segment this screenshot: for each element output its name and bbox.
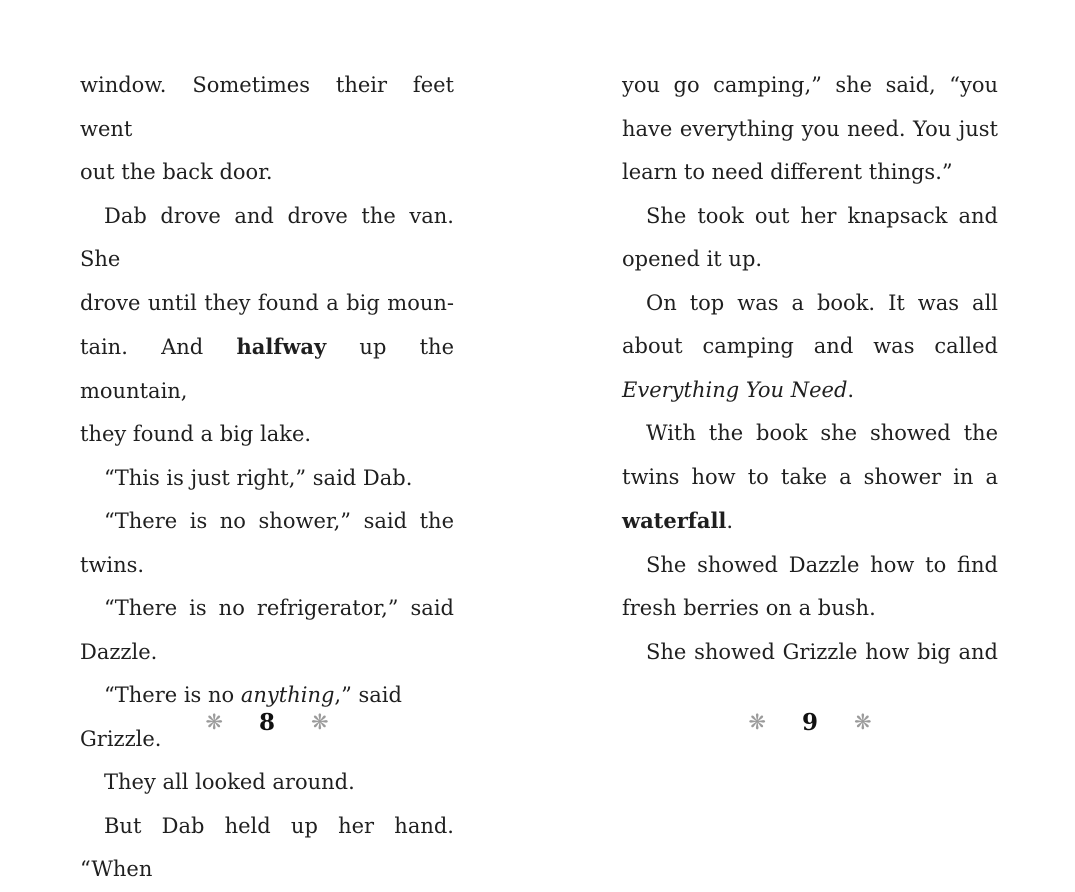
text-line [80,325,454,413]
text-segment: On top was a book. It was all [646,290,998,315]
text-segment: you go camping,” she said, “you [622,73,998,97]
text-segment: Dab drove and drove the van. She [80,203,454,271]
text-segment: ,” said Grizzle. [80,683,402,751]
text-segment: “There is no refrigerator,” said [104,596,454,620]
text-segment: “There is no [104,683,241,707]
text-line [80,457,454,501]
text-segment: halfway [236,334,327,359]
text-line [622,412,998,456]
text-line [622,325,998,369]
text-segment: drove until they found a big moun- [80,290,454,315]
text-segment: about camping and was called [622,334,998,358]
text-segment: They all looked around. [104,770,355,794]
text-segment: “There is no shower,” said the [104,509,454,533]
text-line [622,587,998,631]
text-segment: She showed Dazzle how to find [646,552,998,577]
text-line [80,631,454,675]
text-segment: they found a big lake. [80,422,312,446]
snowflake-ornament-icon: ❋ [205,709,223,734]
page-right-text [622,64,998,674]
text-line [622,544,998,588]
text-line [80,761,454,805]
text-segment: waterfall [622,508,727,533]
text-segment: learn to need different things.” [622,160,953,184]
page-right [622,64,998,736]
text-segment: With the book she showed the [646,421,998,445]
text-line [622,369,998,413]
text-segment: . [847,377,855,402]
page-left-text [80,64,454,892]
text-line [622,64,998,108]
page-right-footer [622,700,998,744]
text-segment: up the mountain, [80,335,454,403]
text-line [622,238,998,282]
text-segment: have everything you need. You just [622,116,998,141]
text-line [80,195,454,282]
text-line [622,108,998,152]
text-segment: tain. And [80,335,237,359]
text-line [80,64,454,151]
text-segment: . [726,509,734,533]
page-number-right: 9 [801,708,818,736]
text-line [622,282,998,326]
page-left [80,64,454,892]
text-line [80,587,454,631]
text-segment: Everything You Need [622,377,848,402]
text-segment: But Dab held up her hand. “When [80,813,454,881]
text-segment: She showed Grizzle how big and [646,639,998,664]
text-segment: “This is just right,” said Dab. [104,465,413,490]
text-line [80,805,454,892]
text-line [622,151,998,195]
text-line [622,456,998,500]
text-segment: fresh berries on a bush. [622,596,876,620]
text-line [80,544,454,588]
text-segment: opened it up. [622,247,763,271]
text-segment: twins how to take a shower in a [622,464,998,489]
text-line [80,151,454,195]
text-segment: out the back door. [80,160,273,184]
text-line [80,282,454,326]
text-line [80,500,454,544]
text-line [622,499,998,544]
text-segment: anything [240,683,335,707]
text-segment: Dazzle. [80,639,158,664]
text-segment: window. Sometimes their feet went [80,73,454,141]
page-left-footer [80,700,454,744]
snowflake-ornament-icon: ❋ [854,709,872,734]
text-line [622,195,998,239]
text-line [622,631,998,675]
text-segment: twins. [80,552,145,577]
text-segment: She took out her knapsack and [646,203,998,228]
snowflake-ornament-icon: ❋ [748,709,766,734]
page-number-left: 8 [258,708,275,736]
snowflake-ornament-icon: ❋ [311,709,329,734]
text-line [80,413,454,457]
